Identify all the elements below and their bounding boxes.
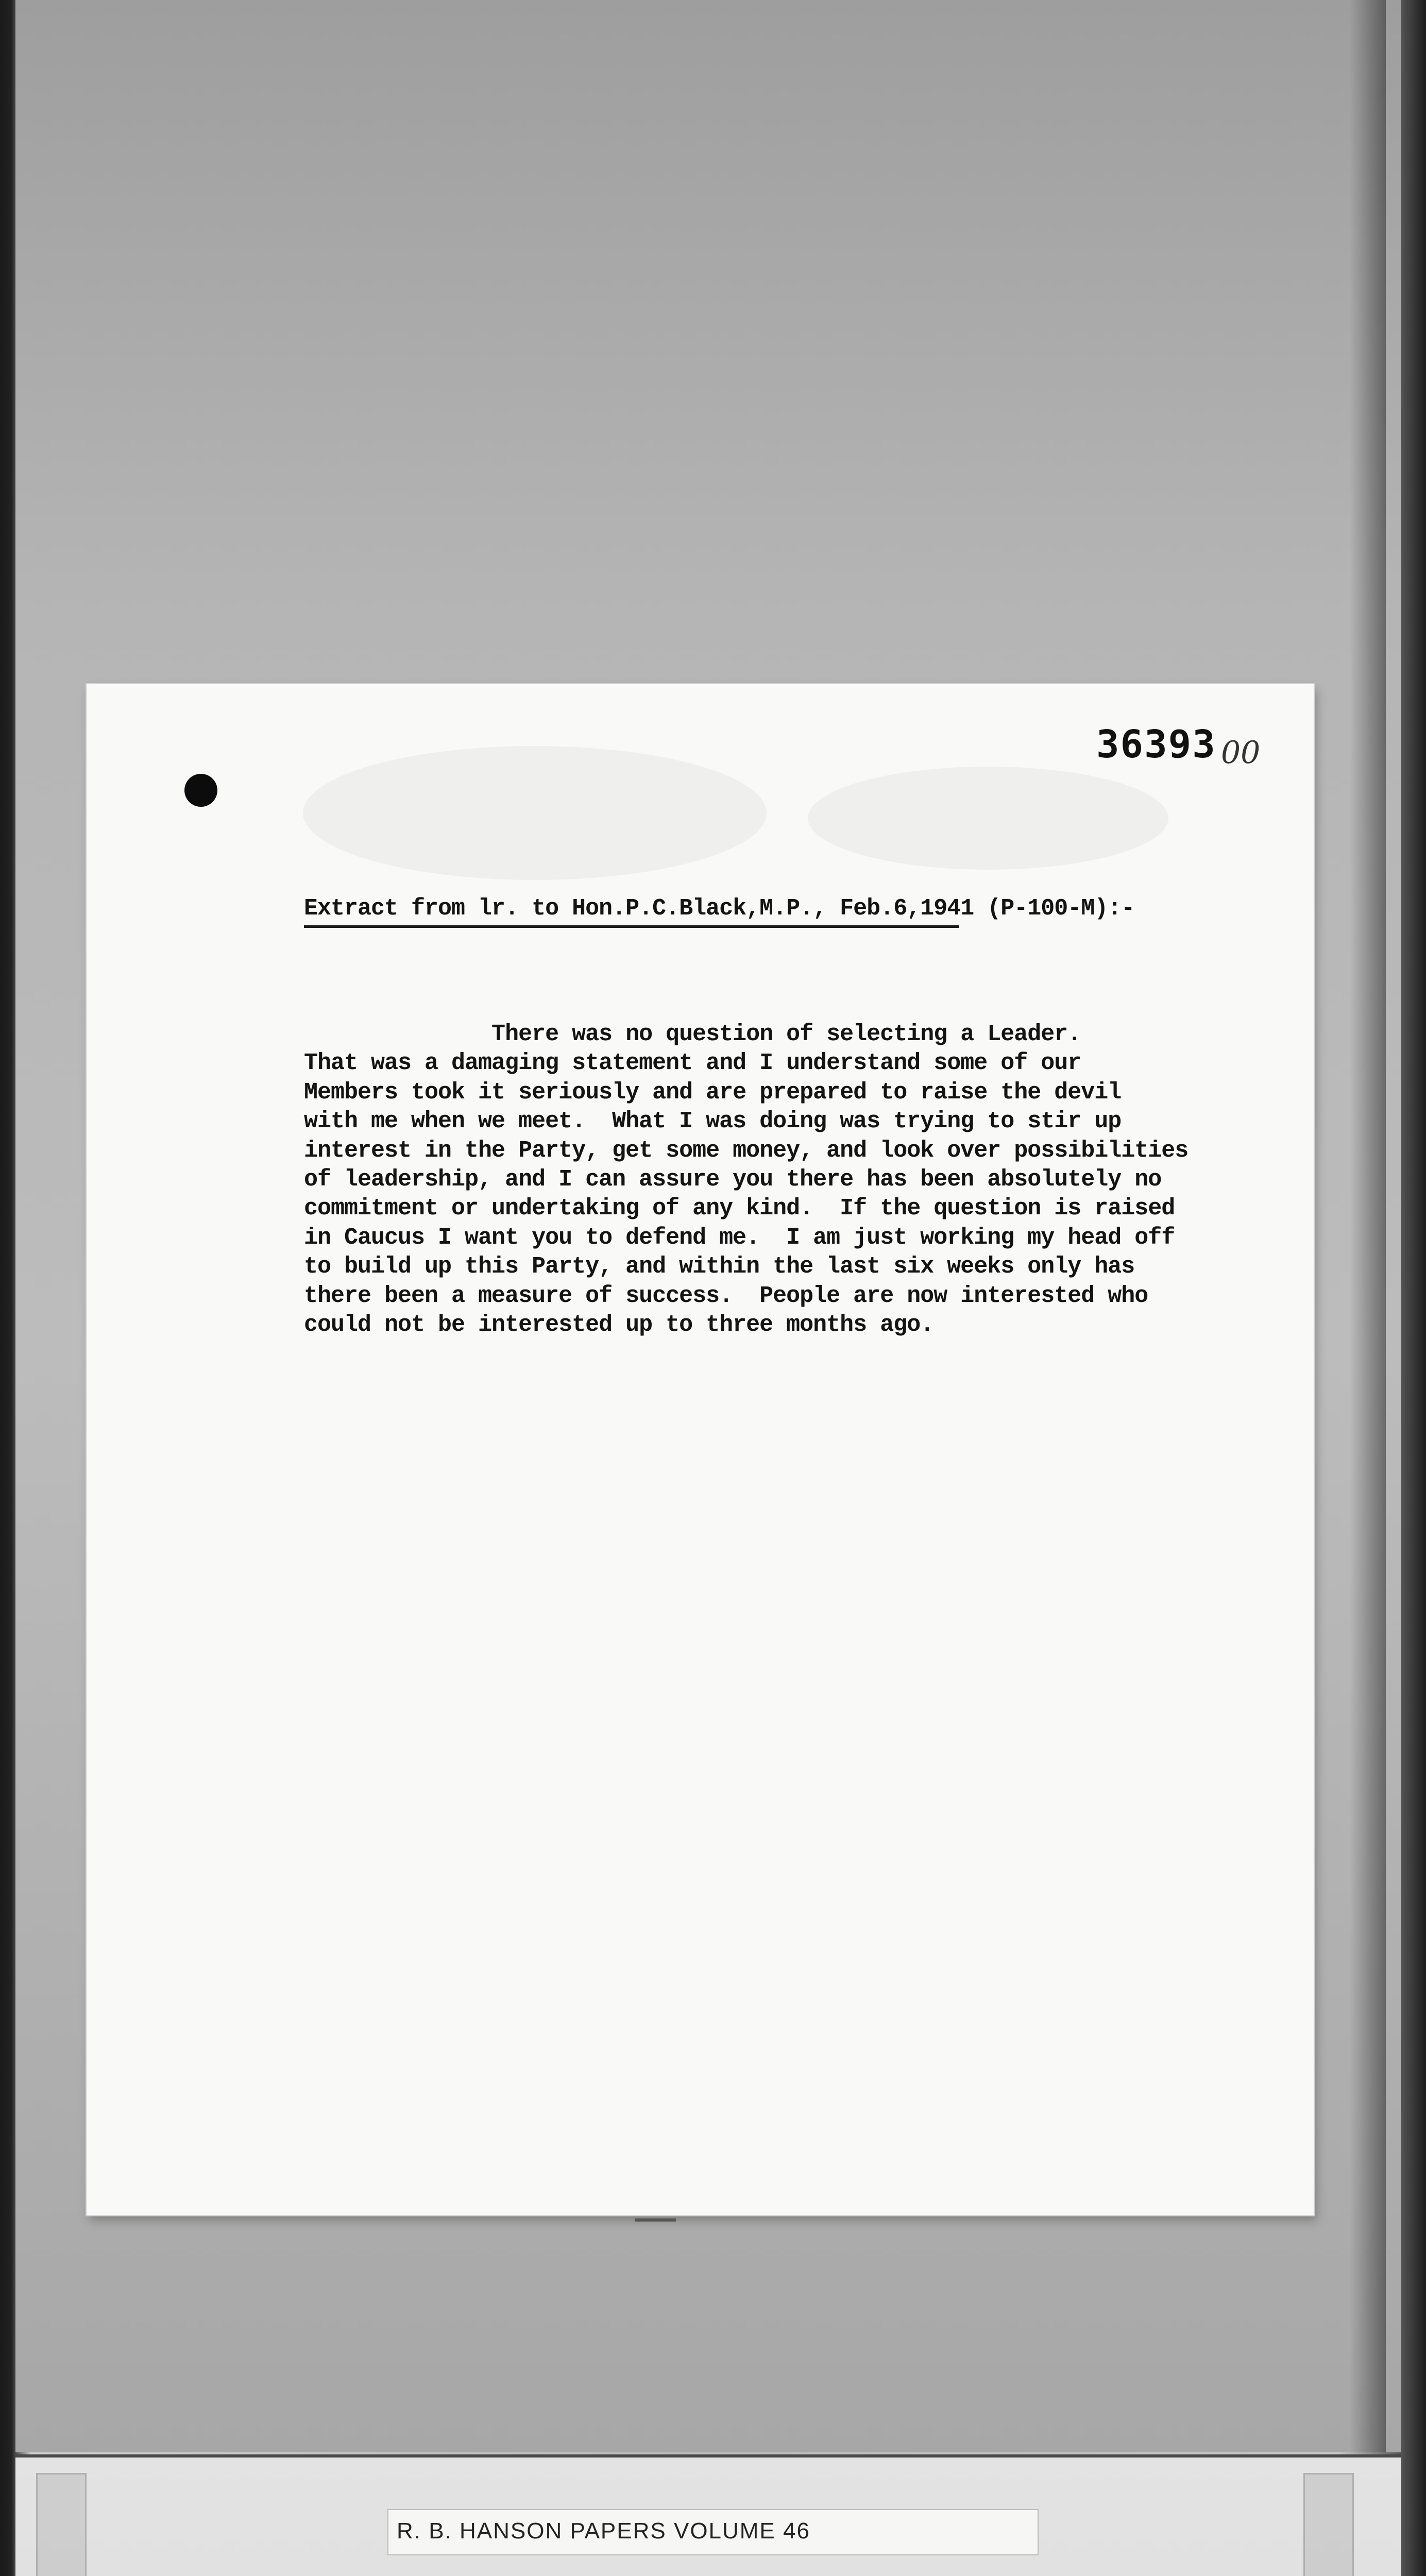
document-number: 36393 [1096, 722, 1216, 767]
heading-underline [304, 925, 959, 928]
document-number-handwritten: 00 [1221, 735, 1261, 771]
letter-line: to build up this Party, and within the last six weeks only has [304, 1253, 1135, 1280]
letter-line: commitment or undertaking of any kind. If the question is raised [304, 1195, 1175, 1222]
letter-line: There was no question of selecting a Leader. [304, 1021, 1081, 1047]
letter-line: Members took it seriously and are prepared to raise the devil [304, 1079, 1122, 1106]
letter-line: there been a measure of success. People are now interested who [304, 1282, 1148, 1309]
letter-line: interest in the Party, get some money, and look over possibilities [304, 1137, 1189, 1164]
letter-line: with me when we meet. What I was doing was trying to stir up [304, 1108, 1122, 1135]
letter-line: could not be interested up to three months ago. [304, 1312, 934, 1338]
extract-heading: Extract from lr. to Hon.P.C.Black,M.P., Feb.6,1941 (P-100-M):- [304, 895, 1135, 922]
letter-body [304, 1020, 1283, 1340]
page-edge-mark [635, 2218, 676, 2222]
volume-label-text: R. B. HANSON PAPERS VOLUME 46 [397, 2518, 810, 2544]
letter-line: of leadership, and I can assure you there has been absolutely no [304, 1166, 1162, 1193]
letter-line: That was a damaging statement and I understand some of our [304, 1050, 1081, 1077]
tape-strip-left [36, 2473, 87, 2576]
punch-hole [184, 774, 217, 807]
letter-line: in Caucus I want you to defend me. I am just working my head off [304, 1224, 1175, 1251]
backing-edge-shadow [1350, 0, 1386, 2452]
bleed-through-stain [303, 746, 767, 880]
bleed-through-stain [808, 767, 1168, 870]
tape-strip-right [1303, 2473, 1354, 2576]
